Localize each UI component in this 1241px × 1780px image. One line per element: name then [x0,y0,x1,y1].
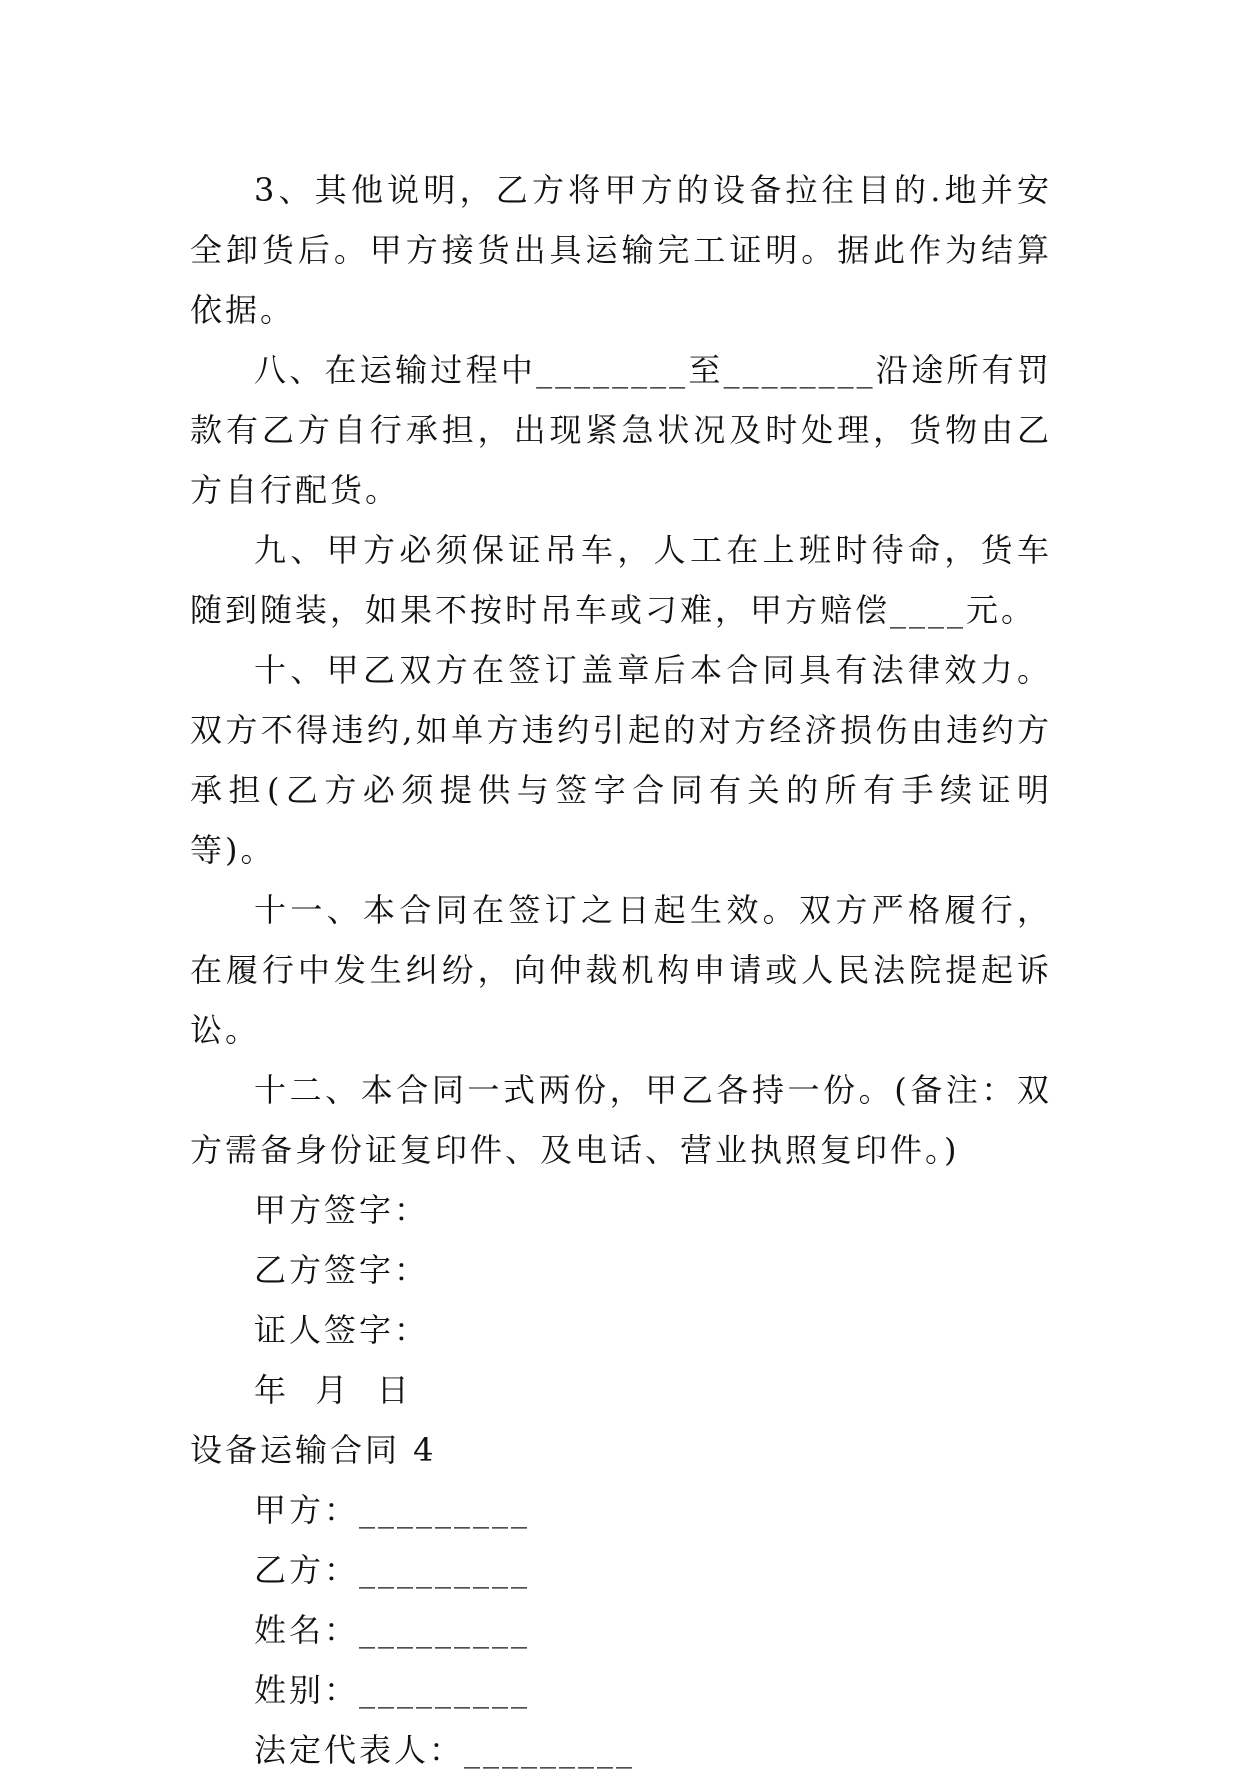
clause-12-copies: 十二、本合同一式两份，甲乙各持一份。(备注：双方需备身份证复印件、及电话、营业执照复印件。) [190,1071,1052,1169]
clause-10-legal-effect: 十、甲乙双方在签订盖章后本合同具有法律效力。双方不得违约,如单方违约引起的对方经济损伤由违约方承担(乙方必须提供与签字合同有关的所有手续证明等)。 [190,651,1052,869]
field-blank: _________ [359,1671,531,1709]
clause-11-effective-date: 十一、本合同在签订之日起生效。双方严格履行，在履行中发生纠纷，向仲裁机构申请或人民法院提起诉讼。 [190,891,1052,1049]
party-b-signature-line: 乙方签字： [254,1251,430,1289]
field-blank: _________ [359,1611,531,1649]
field-label: 甲方： [254,1491,360,1529]
party-a-signature-line: 甲方签字： [254,1191,430,1229]
field-label: 姓名： [254,1611,360,1649]
field-name [190,1600,1052,1660]
clause-8-transport-fines: 八、在运输过程中________至________沿途所有罚款有乙方自行承担，出现紧急状况及时处理，货物由乙方自行配货。 [190,351,1052,509]
date-line: 年 月 日 [254,1371,412,1409]
field-party-a [190,1480,1052,1540]
field-gender [190,1660,1052,1720]
witness-signature-line: 证人签字： [254,1311,430,1349]
field-blank: _________ [359,1491,531,1529]
clause-3-other-notes: 3、其他说明，乙方将甲方的设备拉往目的.地并安全卸货后。甲方接货出具运输完工证明。据此作为结算依据。 [190,171,1052,329]
field-label: 姓别： [254,1671,360,1709]
field-party-b [190,1540,1052,1600]
field-blank: _________ [359,1551,531,1589]
clause-9-crane-standby: 九、甲方必须保证吊车，人工在上班时待命，货车随到随装，如果不按时吊车或刁难，甲方赔偿____元。 [190,531,1052,629]
field-blank: _________ [464,1731,636,1769]
document-body [190,160,1052,1780]
field-label: 法定代表人： [254,1731,465,1769]
section-title: 设备运输合同 4 [190,1431,437,1469]
field-label: 乙方： [254,1551,360,1589]
field-legal-representative [190,1720,1052,1780]
